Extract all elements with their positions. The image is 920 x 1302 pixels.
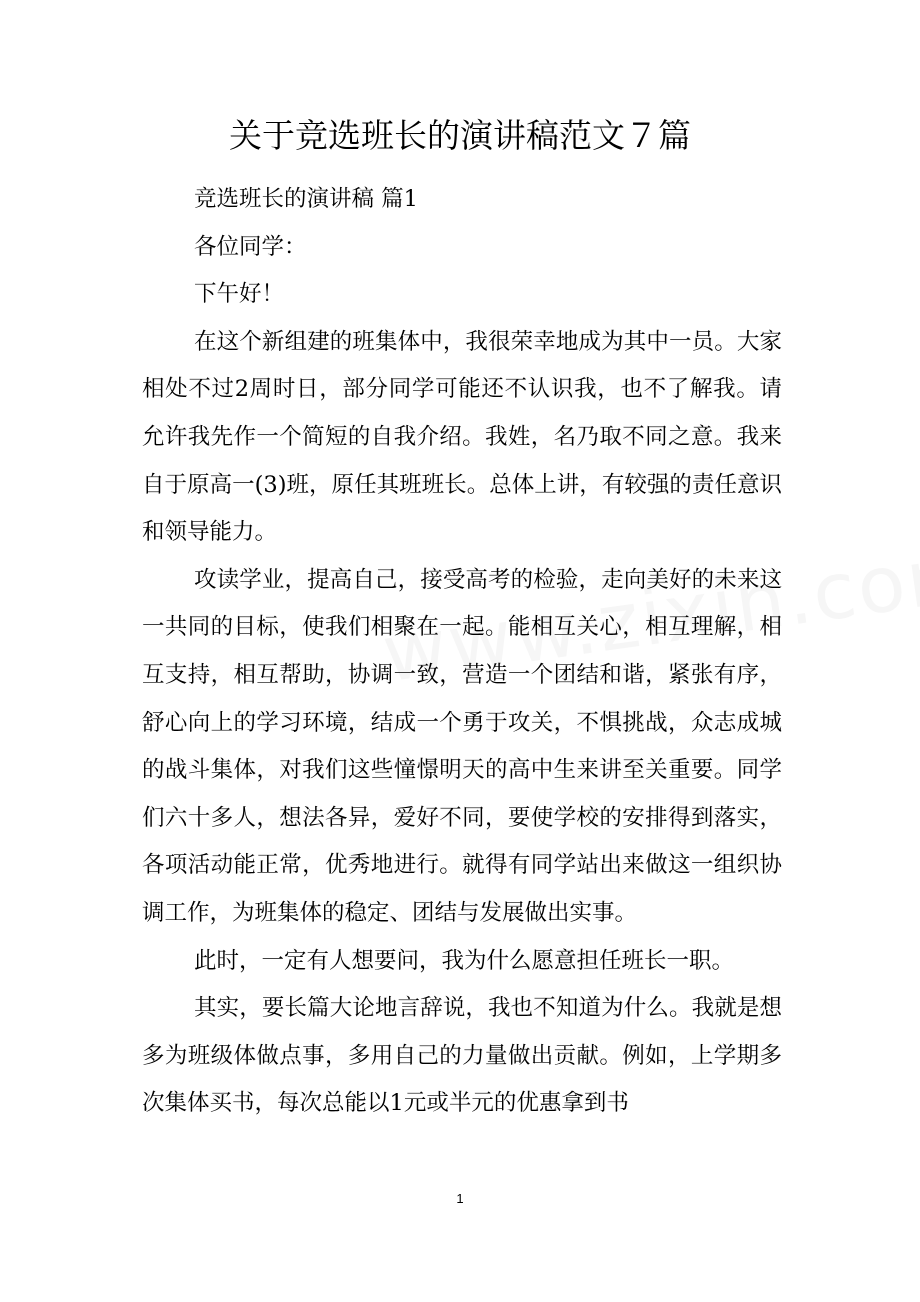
document-body	[142, 176, 782, 1128]
page-number: 1	[456, 1191, 464, 1206]
section-heading: 竞选班长的演讲稿 篇1	[194, 186, 418, 212]
paragraph: 攻读学业，提高自己，接受高考的检验，走向美好的未来这一共同的目标，使我们相聚在一起。能相互关心，相互理解，相互支持，相互帮助，协调一致，营造一个团结和谐，紧张有序，舒心向上的学习环境，结成一个勇于攻关，不惧挑战，众志成城的战斗集体，对我们这些憧憬明天的高中生来讲至关重要。同学们六十多人，想法各异，爱好不同，要使学校的安排得到落实，各项活动能正常，优秀地进行。就得有同学站出来做这一组织协调工作，为班集体的稳定、团结与发展做出实事。	[142, 566, 782, 926]
paragraph: 此时，一定有人想要问，我为什么愿意担任班长一职。	[194, 947, 735, 974]
greeting: 下午好！	[194, 281, 285, 308]
salutation: 各位同学：	[194, 233, 307, 260]
document-title: 关于竞选班长的演讲稿范文７篇	[229, 116, 691, 155]
paragraph: 其实，要长篇大论地言辞说，我也不知道为什么。我就是想多为班级体做点事，多用自己的力量做出贡献。例如，上学期多次集体买书，每次总能以1元或半元的优惠拿到书	[142, 995, 782, 1117]
paragraph: 在这个新组建的班集体中，我很荣幸地成为其中一员。大家相处不过2周时日，部分同学可能还不认识我，也不了解我。请允许我先作一个简短的自我介绍。我姓，名乃取不同之意。我来自于原高一(3)班，原任其班班长。总体上讲，有较强的责任意识和领导能力。	[142, 328, 782, 546]
